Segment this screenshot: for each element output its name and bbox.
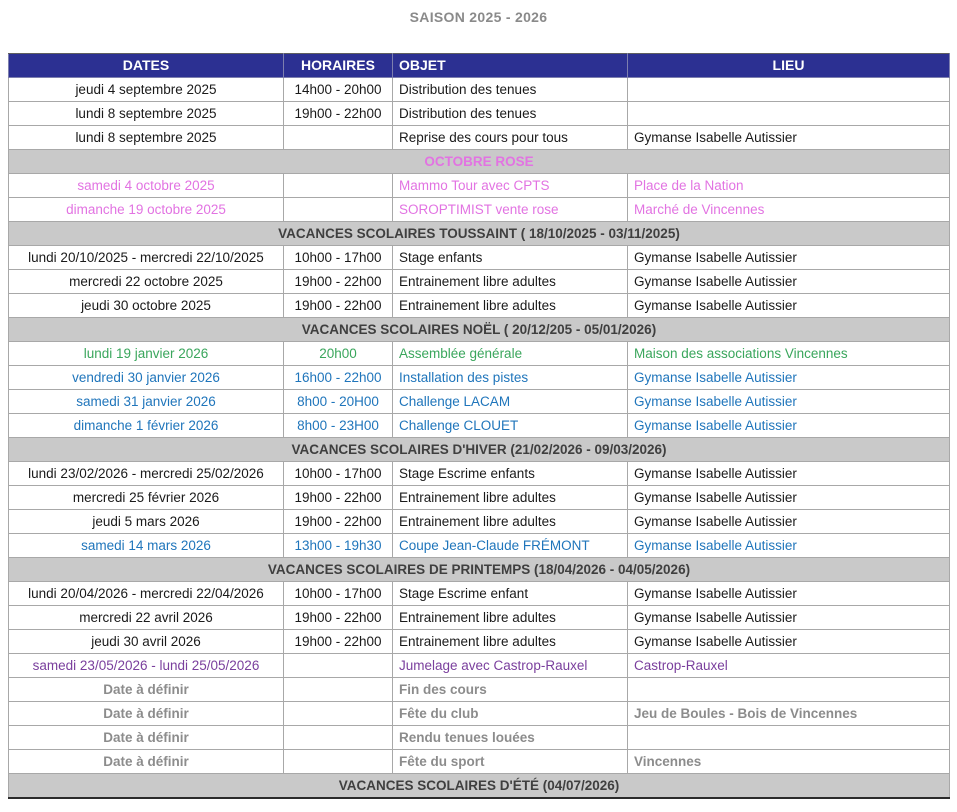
page-title: SAISON 2025 - 2026 xyxy=(409,9,548,25)
date-cell: jeudi 30 octobre 2025 xyxy=(9,294,284,318)
table-row xyxy=(9,174,950,198)
horaires-cell xyxy=(284,726,393,750)
objet-cell: Stage Escrime enfant xyxy=(393,582,628,606)
table-row xyxy=(9,630,950,654)
objet-cell: SOROPTIMIST vente rose xyxy=(393,198,628,222)
lieu-cell: Gymanse Isabelle Autissier xyxy=(628,582,950,606)
horaires-cell: 19h00 - 22h00 xyxy=(284,606,393,630)
date-cell: mercredi 25 février 2026 xyxy=(9,486,284,510)
objet-cell: Distribution des tenues xyxy=(393,102,628,126)
section-label: VACANCES SCOLAIRES D'HIVER (21/02/2026 - 09/03/2026) xyxy=(9,438,950,462)
horaires-cell: 19h00 - 22h00 xyxy=(284,630,393,654)
lieu-cell: Gymanse Isabelle Autissier xyxy=(628,270,950,294)
objet-cell: Fin des cours xyxy=(393,678,628,702)
table-row xyxy=(9,246,950,270)
table-row xyxy=(9,102,950,126)
lieu-cell xyxy=(628,678,950,702)
date-cell: jeudi 5 mars 2026 xyxy=(9,510,284,534)
column-header-horaires: HORAIRES xyxy=(284,54,393,78)
objet-cell: Distribution des tenues xyxy=(393,78,628,102)
lieu-cell: Gymanse Isabelle Autissier xyxy=(628,390,950,414)
objet-cell: Entrainement libre adultes xyxy=(393,606,628,630)
table-row xyxy=(9,582,950,606)
section-label: VACANCES SCOLAIRES DE PRINTEMPS (18/04/2026 - 04/05/2026) xyxy=(9,558,950,582)
objet-cell: Entrainement libre adultes xyxy=(393,486,628,510)
horaires-cell: 10h00 - 17h00 xyxy=(284,462,393,486)
objet-cell: Mammo Tour avec CPTS xyxy=(393,174,628,198)
schedule-table xyxy=(8,53,950,799)
date-cell: Date à définir xyxy=(9,702,284,726)
table-row xyxy=(9,342,950,366)
horaires-cell xyxy=(284,174,393,198)
objet-cell: Installation des pistes xyxy=(393,366,628,390)
lieu-cell: Gymanse Isabelle Autissier xyxy=(628,510,950,534)
table-row xyxy=(9,750,950,774)
table-row xyxy=(9,534,950,558)
objet-cell: Challenge LACAM xyxy=(393,390,628,414)
section-label: OCTOBRE ROSE xyxy=(9,150,950,174)
lieu-cell: Vincennes xyxy=(628,750,950,774)
objet-cell: Stage enfants xyxy=(393,246,628,270)
table-row xyxy=(9,606,950,630)
lieu-cell: Gymanse Isabelle Autissier xyxy=(628,630,950,654)
lieu-cell: Gymanse Isabelle Autissier xyxy=(628,294,950,318)
horaires-cell xyxy=(284,702,393,726)
objet-cell: Jumelage avec Castrop-Rauxel xyxy=(393,654,628,678)
date-cell: Date à définir xyxy=(9,678,284,702)
lieu-cell: Gymanse Isabelle Autissier xyxy=(628,606,950,630)
horaires-cell: 8h00 - 23H00 xyxy=(284,414,393,438)
horaires-cell: 10h00 - 17h00 xyxy=(284,246,393,270)
lieu-cell xyxy=(628,102,950,126)
lieu-cell: Gymanse Isabelle Autissier xyxy=(628,366,950,390)
table-row xyxy=(9,726,950,750)
table-row xyxy=(9,414,950,438)
column-header-dates: DATES xyxy=(9,54,284,78)
table-row xyxy=(9,270,950,294)
horaires-cell xyxy=(284,126,393,150)
column-header-lieu: LIEU xyxy=(628,54,950,78)
date-cell: lundi 20/10/2025 - mercredi 22/10/2025 xyxy=(9,246,284,270)
objet-cell: Fête du club xyxy=(393,702,628,726)
lieu-cell: Gymanse Isabelle Autissier xyxy=(628,534,950,558)
date-cell: samedi 31 janvier 2026 xyxy=(9,390,284,414)
section-label: VACANCES SCOLAIRES TOUSSAINT ( 18/10/2025 - 03/11/2025) xyxy=(9,222,950,246)
lieu-cell: Castrop-Rauxel xyxy=(628,654,950,678)
objet-cell: Challenge CLOUET xyxy=(393,414,628,438)
lieu-cell xyxy=(628,726,950,750)
table-row xyxy=(9,366,950,390)
horaires-cell xyxy=(284,678,393,702)
section-label: VACANCES SCOLAIRES NOËL ( 20/12/205 - 05/01/2026) xyxy=(9,318,950,342)
date-cell: dimanche 19 octobre 2025 xyxy=(9,198,284,222)
lieu-cell xyxy=(628,78,950,102)
objet-cell: Entrainement libre adultes xyxy=(393,270,628,294)
horaires-cell: 14h00 - 20h00 xyxy=(284,78,393,102)
date-cell: jeudi 4 septembre 2025 xyxy=(9,78,284,102)
horaires-cell: 19h00 - 22h00 xyxy=(284,294,393,318)
date-cell: lundi 8 septembre 2025 xyxy=(9,126,284,150)
lieu-cell: Gymanse Isabelle Autissier xyxy=(628,246,950,270)
lieu-cell: Jeu de Boules - Bois de Vincennes xyxy=(628,702,950,726)
lieu-cell: Place de la Nation xyxy=(628,174,950,198)
objet-cell: Entrainement libre adultes xyxy=(393,294,628,318)
objet-cell: Rendu tenues louées xyxy=(393,726,628,750)
lieu-cell: Gymanse Isabelle Autissier xyxy=(628,462,950,486)
table-header-row xyxy=(9,54,950,78)
objet-cell: Fête du sport xyxy=(393,750,628,774)
date-cell: Date à définir xyxy=(9,726,284,750)
schedule-table-body xyxy=(9,78,950,799)
horaires-cell xyxy=(284,750,393,774)
date-cell: mercredi 22 octobre 2025 xyxy=(9,270,284,294)
table-row xyxy=(9,654,950,678)
horaires-cell: 10h00 - 17h00 xyxy=(284,582,393,606)
date-cell: mercredi 22 avril 2026 xyxy=(9,606,284,630)
table-row xyxy=(9,126,950,150)
lieu-cell: Maison des associations Vincennes xyxy=(628,342,950,366)
objet-cell: Assemblée générale xyxy=(393,342,628,366)
date-cell: lundi 20/04/2026 - mercredi 22/04/2026 xyxy=(9,582,284,606)
objet-cell: Entrainement libre adultes xyxy=(393,510,628,534)
date-cell: samedi 14 mars 2026 xyxy=(9,534,284,558)
lieu-cell: Gymanse Isabelle Autissier xyxy=(628,486,950,510)
date-cell: samedi 23/05/2026 - lundi 25/05/2026 xyxy=(9,654,284,678)
table-row xyxy=(9,486,950,510)
section-row xyxy=(9,774,950,799)
table-row xyxy=(9,390,950,414)
date-cell: dimanche 1 février 2026 xyxy=(9,414,284,438)
date-cell: jeudi 30 avril 2026 xyxy=(9,630,284,654)
lieu-cell: Gymanse Isabelle Autissier xyxy=(628,414,950,438)
horaires-cell: 19h00 - 22h00 xyxy=(284,270,393,294)
table-row xyxy=(9,198,950,222)
lieu-cell: Marché de Vincennes xyxy=(628,198,950,222)
date-cell: lundi 19 janvier 2026 xyxy=(9,342,284,366)
section-row xyxy=(9,318,950,342)
horaires-cell: 16h00 - 22h00 xyxy=(284,366,393,390)
horaires-cell: 19h00 - 22h00 xyxy=(284,486,393,510)
date-cell: samedi 4 octobre 2025 xyxy=(9,174,284,198)
section-row xyxy=(9,222,950,246)
horaires-cell: 19h00 - 22h00 xyxy=(284,102,393,126)
horaires-cell xyxy=(284,654,393,678)
horaires-cell: 13h00 - 19h30 xyxy=(284,534,393,558)
horaires-cell: 20h00 xyxy=(284,342,393,366)
objet-cell: Coupe Jean-Claude FRÉMONT xyxy=(393,534,628,558)
table-row xyxy=(9,678,950,702)
table-row xyxy=(9,78,950,102)
table-row xyxy=(9,702,950,726)
date-cell: Date à définir xyxy=(9,750,284,774)
section-row xyxy=(9,558,950,582)
column-header-objet: OBJET xyxy=(393,54,628,78)
lieu-cell: Gymanse Isabelle Autissier xyxy=(628,126,950,150)
date-cell: vendredi 30 janvier 2026 xyxy=(9,366,284,390)
section-label: VACANCES SCOLAIRES D'ÉTÉ (04/07/2026) xyxy=(9,774,950,799)
objet-cell: Entrainement libre adultes xyxy=(393,630,628,654)
horaires-cell: 19h00 - 22h00 xyxy=(284,510,393,534)
objet-cell: Reprise des cours pour tous xyxy=(393,126,628,150)
date-cell: lundi 8 septembre 2025 xyxy=(9,102,284,126)
objet-cell: Stage Escrime enfants xyxy=(393,462,628,486)
table-row xyxy=(9,294,950,318)
section-row xyxy=(9,438,950,462)
horaires-cell: 8h00 - 20H00 xyxy=(284,390,393,414)
table-row xyxy=(9,510,950,534)
horaires-cell xyxy=(284,198,393,222)
date-cell: lundi 23/02/2026 - mercredi 25/02/2026 xyxy=(9,462,284,486)
table-row xyxy=(9,462,950,486)
section-row xyxy=(9,150,950,174)
